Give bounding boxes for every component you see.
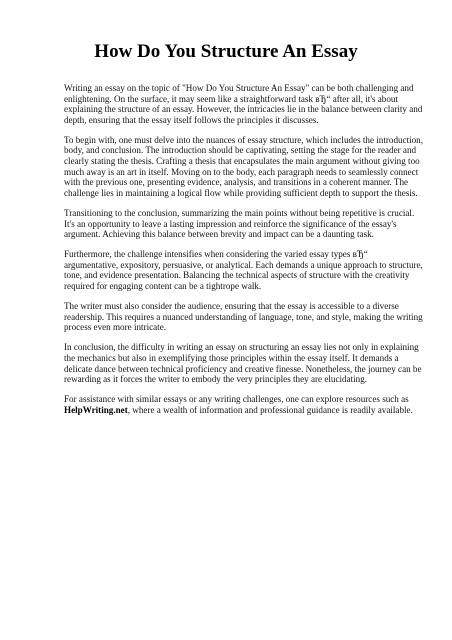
document-body [64, 83, 424, 425]
paragraph-structure: To begin with, one must delve into the nuances of essay structure, which includes the introduction, body, and conclusion. The introduction should be captivating, setting the stage for the reader and clearly stating the thesis. Crafting a thesis that encapsulates the main argument without giving too much away is an art in itself. Moving on to the body, each paragraph needs to seamlessly connect with the previous one, presenting evidence, analysis, and transitions in a coherent manner. The challenge lies in maintaining a logical flow while providing sufficient depth to support the thesis. [64, 134, 423, 198]
paragraph-essay-types: Furthermore, the challenge intensifies when considering the varied essay types вЂ“ argumentative, expository, persuasive, or analytical. Each demands a unique approach to structure, tone, and evidence presentation. Balancing the technical aspects of structure with the creativity required for engaging content can be a tightrope walk. [64, 249, 423, 291]
assistance-text-before: For assistance with similar essays or any writing challenges, one can explore resources such as [64, 394, 409, 405]
paragraph-in-conclusion: In conclusion, the difficulty in writing an essay on structuring an essay lies not only in explaining the mechanics but also in exemplifying those principles within the essay itself. It demands a delicate dance between technical proficiency and creative finesse. Nonetheless, the journey can be rewarding as it forces the writer to embody the very principles they are elucidating. [64, 342, 422, 385]
paragraph-intro: Writing an essay on the topic of "How Do You Structure An Essay" can be both challenging and enlightening. On the surface, it may seem like a straightforward task вЂ“ after all, it's about explaining the structure of an essay. However, the intricacies lie in the balance between clarity and depth, ensuring that the essay itself follows the principles it discusses. [64, 83, 423, 125]
document-title: How Do You Structure An Essay [94, 41, 358, 62]
paragraph-conclusion-transition: Transitioning to the conclusion, summarizing the main points without being repetitive is crucial. It's an opportunity to leave a lasting impression and reinforce the significance of the essay's argument. Achieving this balance between brevity and impact can be a daunting task. [64, 207, 415, 240]
helpwriting-link[interactable]: HelpWriting.net [64, 404, 128, 415]
assistance-text-after: , where a wealth of information and professional guidance is readily available. [127, 404, 413, 415]
paragraph-audience: The writer must also consider the audience, ensuring that the essay is accessible to a diverse readership. This requires a nuanced understanding of language, tone, and style, making the writing process even more intricate. [64, 301, 423, 333]
paragraph-assistance [64, 394, 424, 415]
